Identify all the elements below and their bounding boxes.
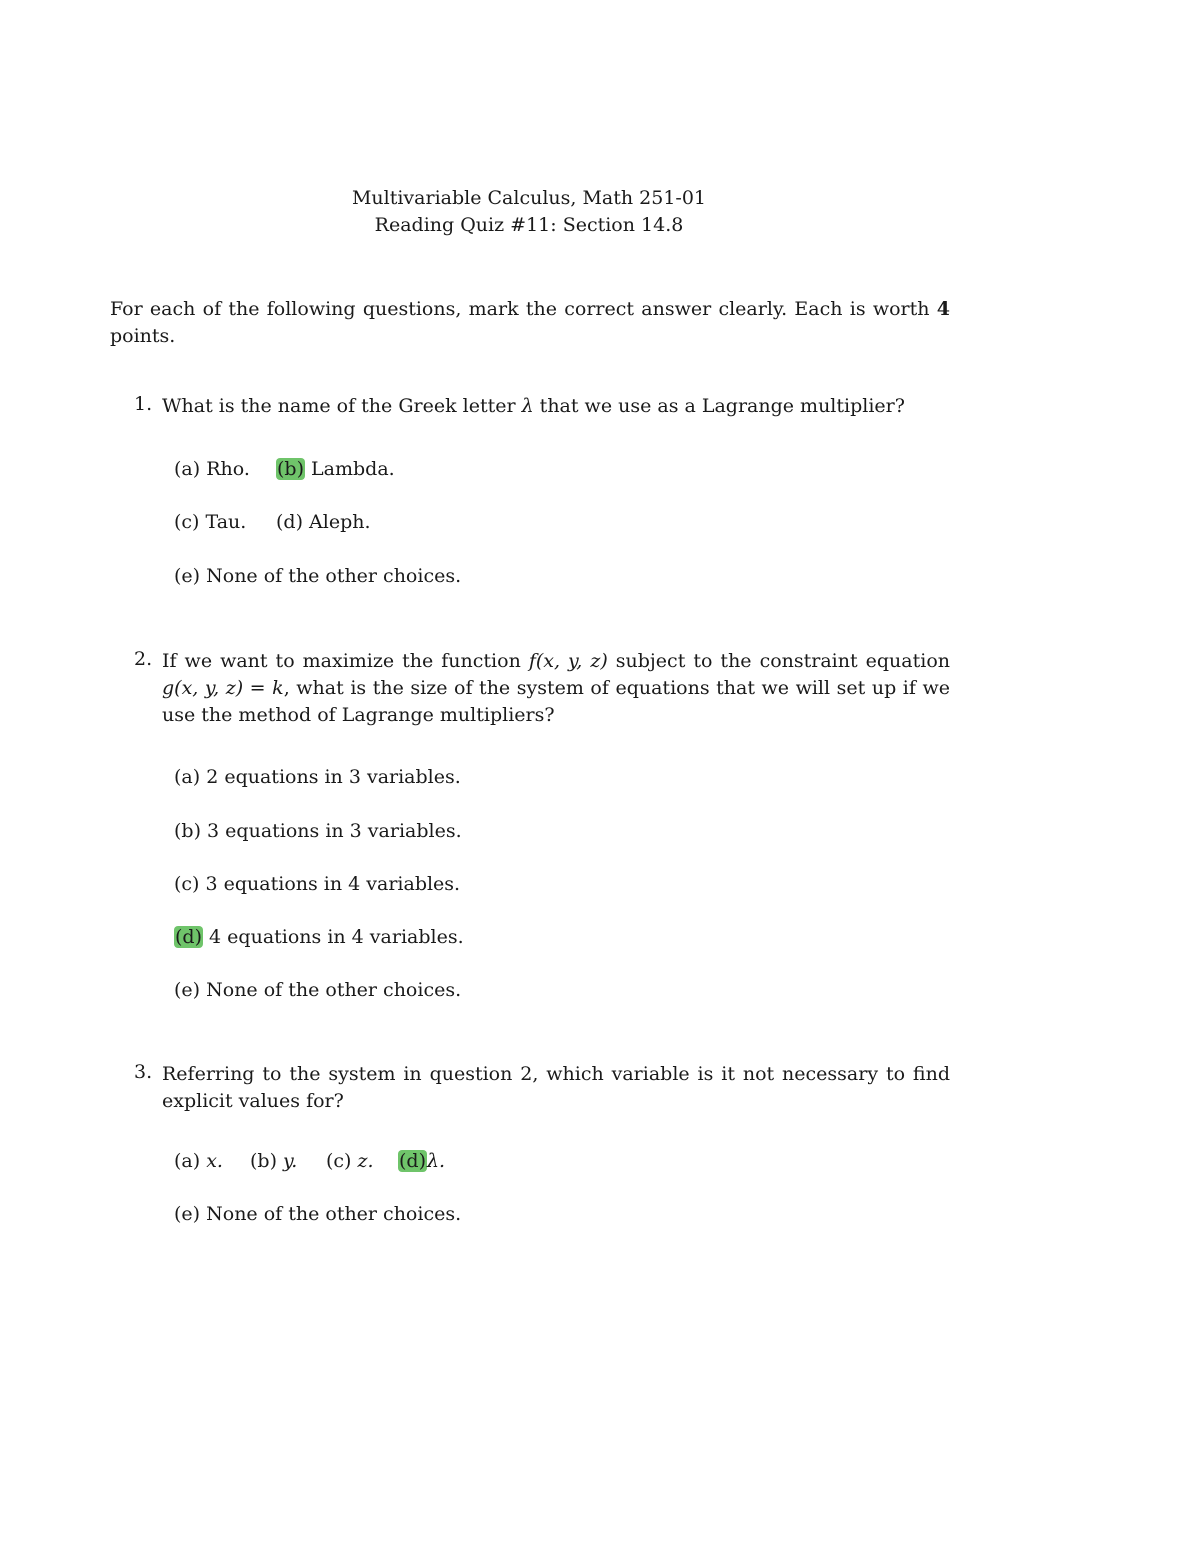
function-f: f(x, y, z) [528,650,608,672]
q3-option-d[interactable]: (d)λ. [399,1150,446,1172]
q1-option-b[interactable]: (b) Lambda. [277,458,395,480]
document-title: Multivariable Calculus, Math 251-01 [351,187,707,209]
question-2-number: 2. [134,648,153,670]
question-1-number: 1. [134,393,153,415]
q1-option-c[interactable]: (c) Tau. [174,511,247,533]
q2-option-e[interactable]: (e) None of the other choices. [174,979,462,1001]
instructions: For each of the following questions, mark the correct answer clearly. Each is worth 4 points. [110,298,950,347]
points-value: 4 [936,298,950,320]
quiz-subtitle: Reading Quiz #11: Section 14.8 [374,214,684,236]
question-3-text: Referring to the system in question 2, which variable is it not necessary to find explicit values for? [162,1063,950,1112]
q1-answer-highlight: (b) [277,458,304,480]
lambda-symbol: λ [521,395,534,417]
q2-answer-highlight: (d) [175,926,202,948]
function-g: g(x, y, z) = k [162,677,284,699]
q3-option-b[interactable]: (b) y. [250,1150,298,1172]
q1-option-e[interactable]: (e) None of the other choices. [174,565,462,587]
q2-option-a[interactable]: (a) 2 equations in 3 variables. [174,766,461,788]
q2-option-b[interactable]: (b) 3 equations in 3 variables. [174,820,462,842]
q3-option-c[interactable]: (c) z. [326,1150,374,1172]
q2-option-d[interactable]: (d) 4 equations in 4 variables. [175,926,464,948]
q3-option-e[interactable]: (e) None of the other choices. [174,1203,462,1225]
question-2-text: If we want to maximize the function f(x, y, z) subject to the constraint equation g(x, y, z) = k, what is the size of the system of equations that we will set up if we use the method of Lagrange multipliers? [162,650,951,726]
q3-option-a[interactable]: (a) x. [174,1150,223,1172]
question-1-text: What is the name of the Greek letter λ that we use as a Lagrange multiplier? [162,395,905,417]
question-3-number: 3. [134,1061,153,1083]
q1-option-a[interactable]: (a) Rho. [174,458,250,480]
q2-option-c[interactable]: (c) 3 equations in 4 variables. [174,873,461,895]
q3-answer-highlight: (d) [399,1150,426,1172]
q1-option-d[interactable]: (d) Aleph. [276,511,371,533]
